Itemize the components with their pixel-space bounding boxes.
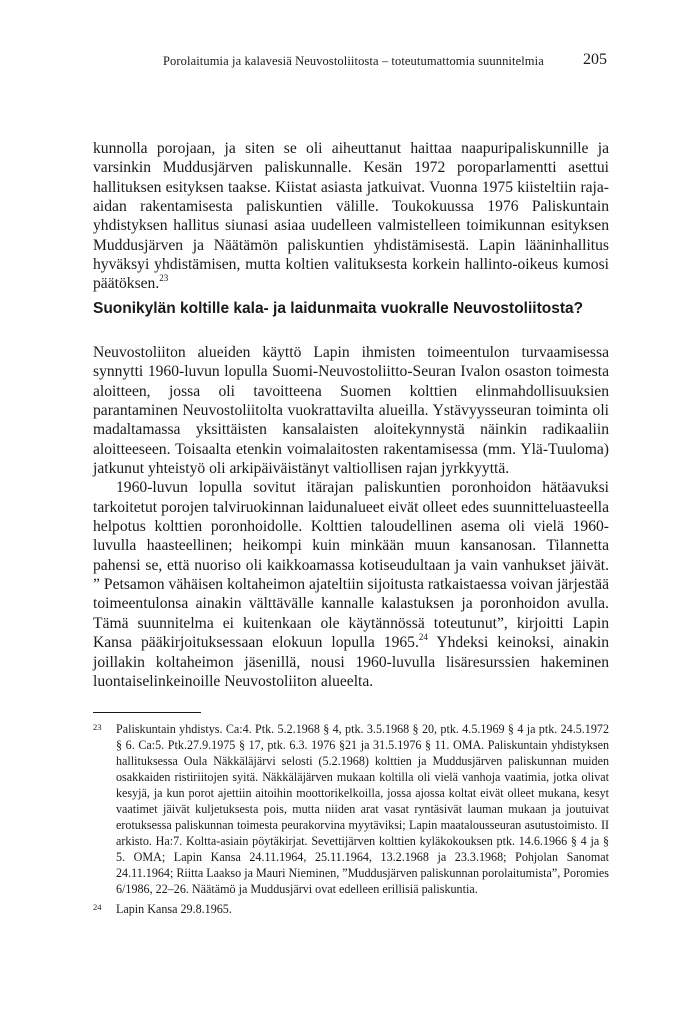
footnote-reference-24[interactable]: 24: [418, 632, 428, 643]
footnote-number: 24: [93, 901, 102, 912]
intro-paragraph-text: kunnolla porojaan, ja siten se oli aiheuttanut haittaa naapuripaliskunnille ja varsinkin Muddusjärven paliskunnalle. Kesän 1972 poroparlamentti asettui hallituksen esityksen taakse. Kiistat asiasta jatkuivat. Vuonna 1975 kiisteltiin raja-aidan rakentamisesta paliskuntien välille. Toukokuussa 1976 Paliskuntain yhdistyksen hallitus siunasi asiaa uudelleen valmistelleen toimikunnan esityksen Muddusjärven ja Näätämön paliskuntien yhdistämisestä. Lapin lääninhallitus hyväksyi yhdistämisen, mutta koltien valituksesta korkein hallinto-oikeus kumosi päätöksen.: [93, 140, 609, 293]
intro-paragraph: [93, 139, 609, 294]
footnotes: [93, 721, 609, 920]
footnote-text: Lapin Kansa 29.8.1965.: [116, 901, 232, 916]
footnote-number: 23: [93, 722, 102, 732]
footnote-text: Paliskuntain yhdistys. Ca:4. Ptk. 5.2.1968 § 4, ptk. 3.5.1968 § 20, ptk. 4.5.1969 § 4 ja ptk. 24.5.1972 § 6. Ca:5. Ptk.27.9.1975 § 17, ptk. 6.3. 1976 §21 ja 31.5.1976 § 11. OMA. Paliskuntain yhdistyksen hallituksessa Oula Näkkäläjärvi selosti (5.2.1968) kolttien ja Muddusjärven paliskunnan muiden osakkaiden ristiriitojen syitä. Näkkäläjärven mukaan koltilla oli vielä vanhoja vaatimia, jotka olivat kesyjä, ja kun porot ajettiin aitoihin moottorikelkoilla, jossa ajossa koltat eivät olleet mukana, kesyt vaatimet jäivät kuljetuksesta pois, mutta niiden arat vasat ryntäsivät lauman mukaan ja joutuivat erotuksessa paliskunnan toimesta peurakorvina myytäviksi; Lapin maatalousseuran asutustoimisto. II arkisto. Ha:7. Koltta-asiain pöytäkirjat. Sevettijärven kolttien kyläkokouksen ptk. 14.6.1966 § 4 ja § 5. OMA; Lapin Kansa 24.11.1964, 25.11.1964, 13.2.1968 ja 23.3.1968; Pohjolan Sanomat 24.11.1964; Riitta Laakso ja Mauri Nieminen, ”Muddusjärven paliskunnan porolaitumista”, Poromies 6/1986, 22–26. Näätämö ja Muddusjärvi ovat edelleen erillisiä paliskuntia.: [116, 722, 609, 897]
section-body: [93, 343, 609, 691]
running-head: Porolaitumia ja kalavesiä Neuvostoliitosta – toteutumattomia suunnitelmia: [163, 54, 544, 68]
section-paragraph-2-part-a: 1960-luvun lopulla sovitut itärajan paliskuntien poronhoidon hätäavuksi tarkoitetut porojen talviruokinnan laidunalueet eivät olleet edes suunnitteluasteella helpotus kolttien poronhoidolle. Kolttien taloudellinen asema oli vielä 1960-luvulla haasteellinen; heikompi kuin minkään muun kansanosan. Tilannetta pahensi se, että nuoriso oli kaikkoamassa kotiseudultaan ja vain vanhukset jäivät. ” Petsamon vähäisen koltaheimon ajateltiin sijoitusta ratkaistaessa voivan järjestää toimeentulonsa ainakin välttävälle kannalle kalastuksen ja poronhoidon avulla. Tämä suunnitelma ei kuitenkaan ole käytännössä toteutunut”, kirjoitti Lapin Kansa pääkirjoituksessaan elokuun lopulla 1965.: [93, 479, 609, 652]
page-number: 205: [583, 51, 607, 68]
section-paragraph-2-part-b: Yhdeksi keinoksi, ainakin joillakin koltaheimon jäsenillä, nousi 1960-luvulla lisäresurssien hakeminen luontaiselinkeinoille Neuvostoliiton alueelta.: [93, 634, 609, 690]
footnote-24: [93, 901, 609, 917]
section-paragraph-2: [93, 478, 609, 691]
footnote-23: [93, 721, 609, 898]
footnote-reference-23[interactable]: 23: [159, 273, 169, 284]
section-paragraph-1: Neuvostoliiton alueiden käyttö Lapin ihmisten toimeentulon turvaamisessa synnytti 1960-luvun lopulla Suomi-Neuvostoliitto-Seuran Ivalon osaston toimesta aloitteen, jossa oli tavoitteena Suomen kolttien elinmahdollisuuksien parantaminen Neuvostoliitolta vuokrattavilta alueilla. Ystävyysseuran toiminta oli madaltamassa yksittäisten kansalaisten aloitekynnystä näinkin radikaaliin aloitteeseen. Toisaalta etenkin voimalaitosten rakentamisessa (mm. Ylä-Tuuloma) jatkunut yhteistyö oli arkipäiväistänyt valtiollisen rajan jyrkkyyttä.: [93, 344, 609, 478]
footnote-separator: [93, 712, 201, 713]
section-heading: Suonikylän koltille kala- ja laidunmaita vuokralle Neuvostoliitosta?: [93, 300, 584, 317]
